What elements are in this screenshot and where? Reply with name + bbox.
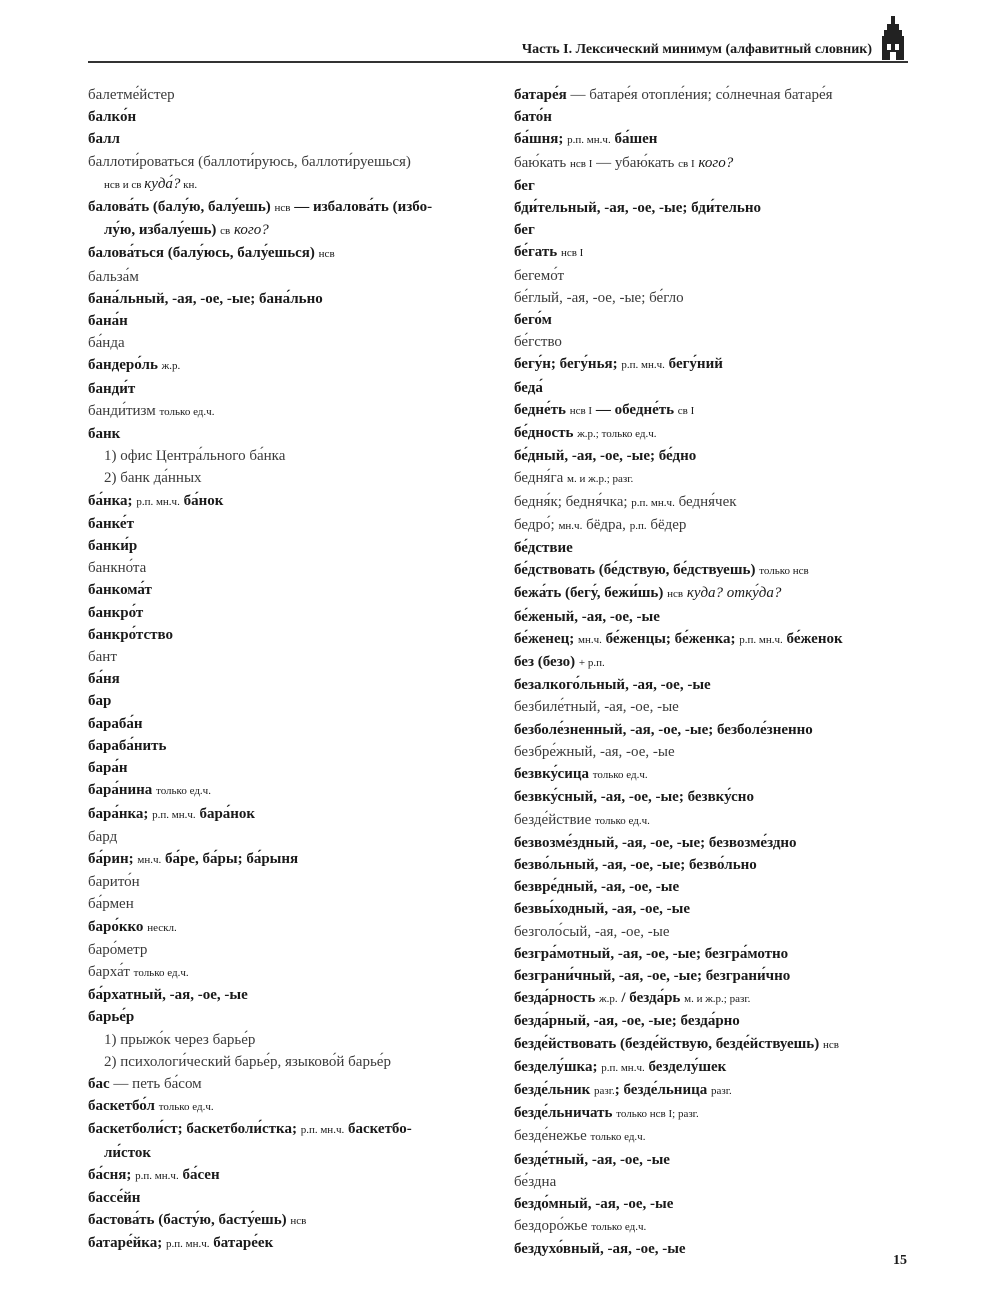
entry-text: безделу́шек [644, 1058, 727, 1075]
entry-text: баскетболи́ст; баскетболи́стка; [88, 1121, 301, 1138]
dictionary-entry [514, 606, 914, 628]
dictionary-entry [514, 628, 914, 651]
entry-text: бездо́мный, -ая, -ое, -ые [514, 1195, 674, 1212]
entry-text: банди́т [88, 380, 136, 397]
entry-text: бе́дствовать (бе́дствую, бе́дствуешь) [514, 562, 760, 579]
entry-text: нсв [667, 588, 684, 601]
dictionary-entry [514, 1056, 914, 1079]
entry-text: банкро́т [88, 604, 144, 621]
dictionary-entry [514, 921, 914, 943]
dictionary-entry [88, 624, 488, 646]
dictionary-subentry [88, 173, 488, 196]
entry-text: баллоти́роваться (баллоти́руюсь, баллоти́руешься) [88, 153, 411, 170]
entry-text: ба́ре, ба́ры; ба́рыня [161, 850, 299, 867]
entry-text: — петь ба́сом [109, 1075, 202, 1092]
dictionary-entry [514, 786, 914, 808]
dictionary-entry [88, 1232, 488, 1255]
entry-text: бара́н [88, 760, 128, 777]
entry-text: куда́? [144, 175, 181, 192]
entry-text: мн.ч. [137, 853, 162, 866]
dictionary-entry [514, 197, 914, 219]
dictionary-entry [88, 1118, 488, 1141]
entry-text: бара́нка; [88, 805, 153, 822]
dictionary-entry [88, 984, 488, 1006]
entry-text: только ед.ч. [133, 966, 189, 979]
entry-text: бант [88, 649, 117, 666]
dictionary-entry [514, 219, 914, 241]
entry-text: бездоро́жье [514, 1218, 592, 1235]
entry-text: батаре́йка; [88, 1235, 166, 1252]
dictionary-entry [514, 719, 914, 741]
entry-text: бе́глый, -ая, -ое, -ые; бе́гло [514, 289, 684, 306]
entry-text: беда́ [514, 379, 543, 396]
dictionary-entry [88, 602, 488, 624]
page-number: 15 [893, 1253, 907, 1268]
entry-text: безде́йствие [514, 811, 595, 828]
dictionary-entry [514, 696, 914, 718]
dictionary-entry [514, 965, 914, 987]
entry-text: ж.р.; только ед.ч. [577, 428, 657, 441]
dictionary-entry [88, 266, 488, 288]
dictionary-entry [88, 826, 488, 848]
dictionary-entry [514, 763, 914, 786]
entry-text: нсв и св [104, 178, 145, 191]
entry-text: бе́гать [514, 244, 561, 261]
entry-text: только нсв I; разг. [616, 1108, 699, 1121]
entry-text: ба́шен [610, 131, 658, 148]
entry-text: баскетбо́л [88, 1098, 159, 1115]
entry-text: мн.ч. [558, 519, 583, 532]
dictionary-entry [514, 331, 914, 353]
dictionary-entry [88, 939, 488, 961]
entry-text: безде́льничать [514, 1105, 617, 1122]
dictionary-subentry [88, 1142, 488, 1164]
entry-text: бара́нина [88, 782, 157, 799]
dictionary-column-right [514, 84, 914, 1261]
dictionary-entry [514, 674, 914, 696]
dictionary-entry [514, 353, 914, 376]
dictionary-entry [514, 854, 914, 876]
entry-text: р.п. [629, 519, 647, 532]
entry-text: нсв [290, 1215, 307, 1228]
entry-text: бе́дность [514, 425, 578, 442]
entry-text: бег [514, 177, 535, 194]
entry-text: безголо́сый, -ая, -ое, -ые [514, 923, 670, 940]
entry-text: бассе́йн [88, 1189, 141, 1206]
entry-text: безделу́шка; [514, 1058, 602, 1075]
entry-text: безвку́сный, -ая, -ое, -ые; безвку́сно [514, 789, 754, 806]
dictionary-entry [514, 265, 914, 287]
entry-text: бато́н [514, 109, 552, 126]
entry-text: р.п. мн.ч. [601, 1061, 645, 1074]
dictionary-entry [514, 987, 914, 1010]
entry-text: нсв [318, 248, 335, 261]
dictionary-entry [514, 1033, 914, 1056]
dictionary-entry [514, 152, 914, 175]
dictionary-entry [88, 490, 488, 513]
entry-text: только ед.ч. [592, 769, 648, 782]
entry-text: ба́нка; [88, 492, 137, 509]
entry-text: — батаре́я отопле́ния; со́лнечная батаре́я [566, 87, 833, 103]
dictionary-entry [88, 288, 488, 310]
entry-text: ба́рмен [88, 896, 134, 913]
entry-text: бана́н [88, 313, 128, 330]
entry-text: бего́м [514, 312, 552, 329]
dictionary-entry [88, 1187, 488, 1209]
entry-text: только ед.ч. [594, 814, 650, 827]
dictionary-entry [88, 332, 488, 354]
dictionary-entry [88, 128, 488, 150]
dictionary-entry [88, 579, 488, 601]
dictionary-entry [514, 809, 914, 832]
dictionary-entry [88, 1164, 488, 1187]
entry-text: нескл. [147, 921, 177, 934]
dictionary-entry [514, 241, 914, 264]
entry-text: 2) банк да́нных [104, 470, 202, 487]
entry-text: — убаю́кать [592, 154, 679, 171]
entry-text: бард [88, 828, 118, 845]
dictionary-entry [88, 668, 488, 690]
entry-text: батаре́ек [209, 1235, 274, 1252]
entry-text: без (безо) [514, 654, 579, 671]
dictionary-subentry [88, 219, 488, 242]
entry-text: ба́шня; [514, 131, 568, 148]
entry-text: 1) прыжо́к через барье́р [104, 1031, 256, 1048]
entry-text: кого? [694, 154, 734, 171]
dictionary-entry [88, 535, 488, 557]
dictionary-entry [514, 491, 914, 514]
entry-text: р.п. мн.ч. [165, 1238, 210, 1251]
entry-text: мн.ч. [577, 633, 602, 646]
entry-text: нсв I [569, 157, 593, 170]
dictionary-entry [514, 445, 914, 467]
dictionary-entry [514, 1125, 914, 1148]
entry-text: безвы́ходный, -ая, -ое, -ые [514, 901, 691, 918]
entry-text: батаре́я [514, 87, 567, 103]
entry-text: безво́льный, -ая, -ое, -ые; безво́льно [514, 856, 757, 873]
entry-text: лу́ю, избалу́ешь) [104, 222, 221, 239]
dictionary-entry [88, 151, 488, 173]
entry-text: безде́тный, -ая, -ое, -ые [514, 1151, 670, 1168]
dictionary-entry [514, 1215, 914, 1238]
dictionary-entry [88, 893, 488, 915]
dictionary-entry [88, 803, 488, 826]
dictionary-entry [514, 1238, 914, 1260]
dictionary-entry [88, 1073, 488, 1095]
entry-text: бёдер [646, 516, 687, 533]
entry-text: м. и ж.р.; разг. [684, 993, 751, 1006]
entry-text: банди́тизм [88, 402, 160, 419]
entry-text: только нсв [759, 565, 809, 578]
dictionary-subentry [88, 467, 488, 489]
dictionary-entry [88, 423, 488, 445]
dictionary-entry [88, 310, 488, 332]
dictionary-entry [88, 106, 488, 128]
entry-text: ба́ня [88, 671, 120, 688]
entry-text: бе́гство [514, 334, 562, 351]
dictionary-entry [514, 377, 914, 399]
entry-text: бас [88, 1075, 110, 1092]
entry-text: барито́н [88, 874, 140, 891]
entry-text: безде́льник [514, 1081, 594, 1098]
entry-text: — избалова́ть (избо- [290, 199, 433, 216]
entry-text: ба́сен [178, 1166, 220, 1183]
entry-text: бараба́нить [88, 737, 167, 754]
entry-text: бараба́н [88, 715, 143, 732]
entry-text: баю́кать [514, 154, 570, 171]
entry-text: ж.р. [161, 360, 181, 373]
dictionary-entry [88, 961, 488, 984]
entry-text: нсв [274, 202, 291, 215]
entry-text: только ед.ч. [159, 405, 215, 418]
running-header: Часть I. Лексический минимум (алфавитный словник) [521, 42, 872, 57]
header-rule [88, 61, 908, 63]
dictionary-entry [514, 128, 914, 151]
entry-text: бегемо́т [514, 267, 565, 284]
entry-text: балова́ть (балу́ю, балу́ешь) [88, 199, 275, 216]
entry-text: безвре́дный, -ая, -ое, -ые [514, 879, 680, 896]
entry-text: балко́н [88, 109, 137, 126]
entry-text: св I [678, 157, 695, 170]
dictionary-entry [514, 1193, 914, 1215]
entry-text: бег [514, 222, 535, 239]
entry-text: ба́нда [88, 335, 125, 352]
entry-text: бегу́н; бегу́нья; [514, 356, 622, 373]
entry-text: нсв [822, 1038, 839, 1051]
entry-text: безвозме́здный, -ая, -ое, -ые; безвозме́здно [514, 834, 797, 851]
entry-text: бе́здна [514, 1173, 557, 1190]
entry-text: / безда́рь [617, 990, 685, 1007]
dictionary-entry [88, 779, 488, 802]
dictionary-entry [514, 898, 914, 920]
entry-text: баро́метр [88, 941, 148, 958]
entry-text: ли́сток [104, 1144, 152, 1161]
entry-text: ба́рхатный, -ая, -ое, -ые [88, 987, 248, 1004]
entry-text: банкно́та [88, 560, 147, 577]
dictionary-entry [88, 1095, 488, 1118]
dictionary-entry [514, 309, 914, 331]
entry-text: кого? [230, 222, 269, 239]
entry-text: барха́т [88, 963, 134, 980]
entry-text: бе́женый, -ая, -ое, -ые [514, 608, 660, 625]
entry-text: бара́нок [195, 805, 256, 822]
entry-text: ба́сня; [88, 1166, 136, 1183]
entry-text: только ед.ч. [158, 1101, 214, 1114]
dictionary-entry [88, 354, 488, 377]
entry-text: 1) офис Центра́льного ба́нка [104, 448, 286, 465]
entry-text: только ед.ч. [590, 1131, 646, 1144]
entry-text: св I [677, 404, 695, 417]
entry-text: безде́нежье [514, 1128, 591, 1145]
dictionary-entry [88, 848, 488, 871]
dictionary-entry [88, 690, 488, 712]
dictionary-entry [514, 1010, 914, 1032]
entry-text: бедро́; [514, 516, 559, 533]
entry-text: банке́т [88, 515, 134, 532]
dictionary-entry [88, 1209, 488, 1232]
entry-text: только ед.ч. [156, 785, 211, 798]
entry-text: 2) психологи́ческий барье́р, языково́й барье́р [104, 1053, 391, 1070]
entry-text: ; безде́льница [614, 1081, 711, 1098]
entry-text: безде́йствовать (безде́йствую, безде́йствуешь) [514, 1035, 823, 1052]
entry-text: бальза́м [88, 268, 139, 285]
dictionary-entry [88, 871, 488, 893]
entry-text: бедня́га [514, 470, 568, 487]
dictionary-entry [88, 84, 488, 106]
entry-text: р.п. мн.ч. [621, 359, 665, 372]
entry-text: бе́дный, -ая, -ое, -ые; бе́дно [514, 448, 697, 465]
dictionary-entry [514, 1079, 914, 1102]
dictionary-entry [514, 175, 914, 197]
entry-text: кн. [180, 178, 198, 191]
entry-text: р.п. мн.ч. [739, 633, 783, 646]
dictionary-entry [88, 513, 488, 535]
entry-text: бди́тельный, -ая, -ое, -ые; бди́тельно [514, 200, 761, 217]
entry-text: балетме́йстер [88, 87, 175, 103]
entry-text: бастова́ть (басту́ю, басту́ешь) [88, 1212, 291, 1229]
dictionary-entry [88, 378, 488, 400]
dictionary-entry [88, 196, 488, 219]
entry-text: баро́кко [88, 918, 148, 935]
entry-text: безвку́сица [514, 766, 593, 783]
dictionary-entry [514, 876, 914, 898]
entry-text: разг. [594, 1084, 615, 1097]
entry-text: только ед.ч. [591, 1221, 647, 1234]
dictionary-entry [514, 832, 914, 854]
entry-text: безгра́мотный, -ая, -ое, -ые; безгра́мотно [514, 945, 789, 962]
publisher-logo-icon [878, 14, 908, 62]
entry-text: р.п. мн.ч. [300, 1124, 345, 1137]
dictionary-entry [514, 1102, 914, 1125]
entry-text: бедне́ть [514, 401, 570, 418]
entry-text: банкома́т [88, 582, 152, 599]
entry-text: барье́р [88, 1009, 135, 1026]
entry-text: безалкого́льный, -ая, -ое, -ые [514, 677, 711, 694]
entry-text: — обедне́ть [592, 401, 678, 418]
entry-text: безграни́чный, -ая, -ое, -ые; безграни́чно [514, 967, 791, 984]
dictionary-entry [88, 646, 488, 668]
entry-text: безболе́зненный, -ая, -ое, -ые; безболе́зненно [514, 721, 813, 738]
dictionary-entry [514, 106, 914, 128]
entry-text: безда́рность [514, 990, 599, 1007]
entry-text: баскетбо- [344, 1121, 412, 1138]
dictionary-subentry [88, 1051, 488, 1073]
entry-text: бе́дствие [514, 540, 573, 557]
dictionary-entry [514, 943, 914, 965]
dictionary-entry [514, 559, 914, 582]
dictionary-entry [88, 1006, 488, 1028]
entry-text: балл [88, 131, 120, 148]
dictionary-entry [88, 242, 488, 265]
entry-text: бедня́чек [674, 493, 737, 510]
entry-text: банкро́тство [88, 626, 174, 643]
entry-text: бандеро́ль [88, 357, 162, 374]
dictionary-entry [514, 1149, 914, 1171]
dictionary-entry [88, 916, 488, 939]
dictionary-entry [88, 735, 488, 757]
dictionary-entry [514, 1171, 914, 1193]
entry-text: бана́льный, -ая, -ое, -ые; бана́льно [88, 290, 323, 307]
dictionary-entry [88, 713, 488, 735]
entry-text: балова́ться (балу́юсь, балу́ешься) [88, 245, 319, 262]
entry-text: бе́женок [782, 630, 843, 647]
entry-text: м. и ж.р.; разг. [567, 473, 634, 486]
entry-text: бегу́ний [664, 356, 723, 373]
entry-text: разг. [710, 1084, 732, 1097]
entry-text: ба́рин; [88, 850, 138, 867]
dictionary-entry [514, 287, 914, 309]
entry-text: бедня́к; бедня́чка; [514, 493, 632, 510]
entry-text: р.п. мн.ч. [567, 134, 611, 147]
entry-text: бар [88, 693, 112, 710]
dictionary-entry [88, 400, 488, 423]
entry-text: св [220, 225, 231, 238]
entry-text: ба́нок [179, 492, 224, 509]
entry-text: р.п. мн.ч. [135, 1169, 179, 1182]
entry-text: р.п. мн.ч. [136, 495, 180, 508]
entry-text: банк [88, 426, 121, 443]
entry-text: куда? отку́да? [683, 585, 782, 602]
dictionary-entry [514, 422, 914, 445]
entry-text: нсв I [560, 247, 584, 260]
entry-text: безбиле́тный, -ая, -ое, -ые [514, 699, 679, 716]
entry-text: безда́рный, -ая, -ое, -ые; безда́рно [514, 1013, 740, 1030]
entry-text: бёдра, [582, 516, 630, 533]
entry-text: р.п. мн.ч. [152, 808, 196, 821]
dictionary-entry [514, 84, 914, 106]
entry-text: бежа́ть (бегу́, бежи́шь) [514, 585, 668, 602]
dictionary-entry [514, 514, 914, 537]
dictionary-subentry [88, 445, 488, 467]
dictionary-entry [514, 651, 914, 674]
dictionary-column-left [88, 84, 488, 1256]
entry-text: банки́р [88, 538, 138, 555]
dictionary-entry [88, 757, 488, 779]
entry-text: + р.п. [578, 657, 605, 670]
dictionary-entry [514, 582, 914, 605]
entry-text: бездухо́вный, -ая, -ое, -ые [514, 1241, 686, 1258]
entry-text: р.п. мн.ч. [631, 496, 675, 509]
entry-text: бе́женцы; бе́женка; [601, 630, 740, 647]
entry-text: безбре́жный, -ая, -ое, -ые [514, 743, 675, 760]
entry-text: ж.р. [599, 993, 618, 1006]
dictionary-entry [514, 741, 914, 763]
dictionary-entry [514, 399, 914, 422]
dictionary-entry [514, 537, 914, 559]
dictionary-entry [88, 557, 488, 579]
dictionary-entry [514, 467, 914, 490]
entry-text: бе́женец; [514, 630, 578, 647]
entry-text: нсв I [569, 404, 593, 417]
dictionary-subentry [88, 1029, 488, 1051]
